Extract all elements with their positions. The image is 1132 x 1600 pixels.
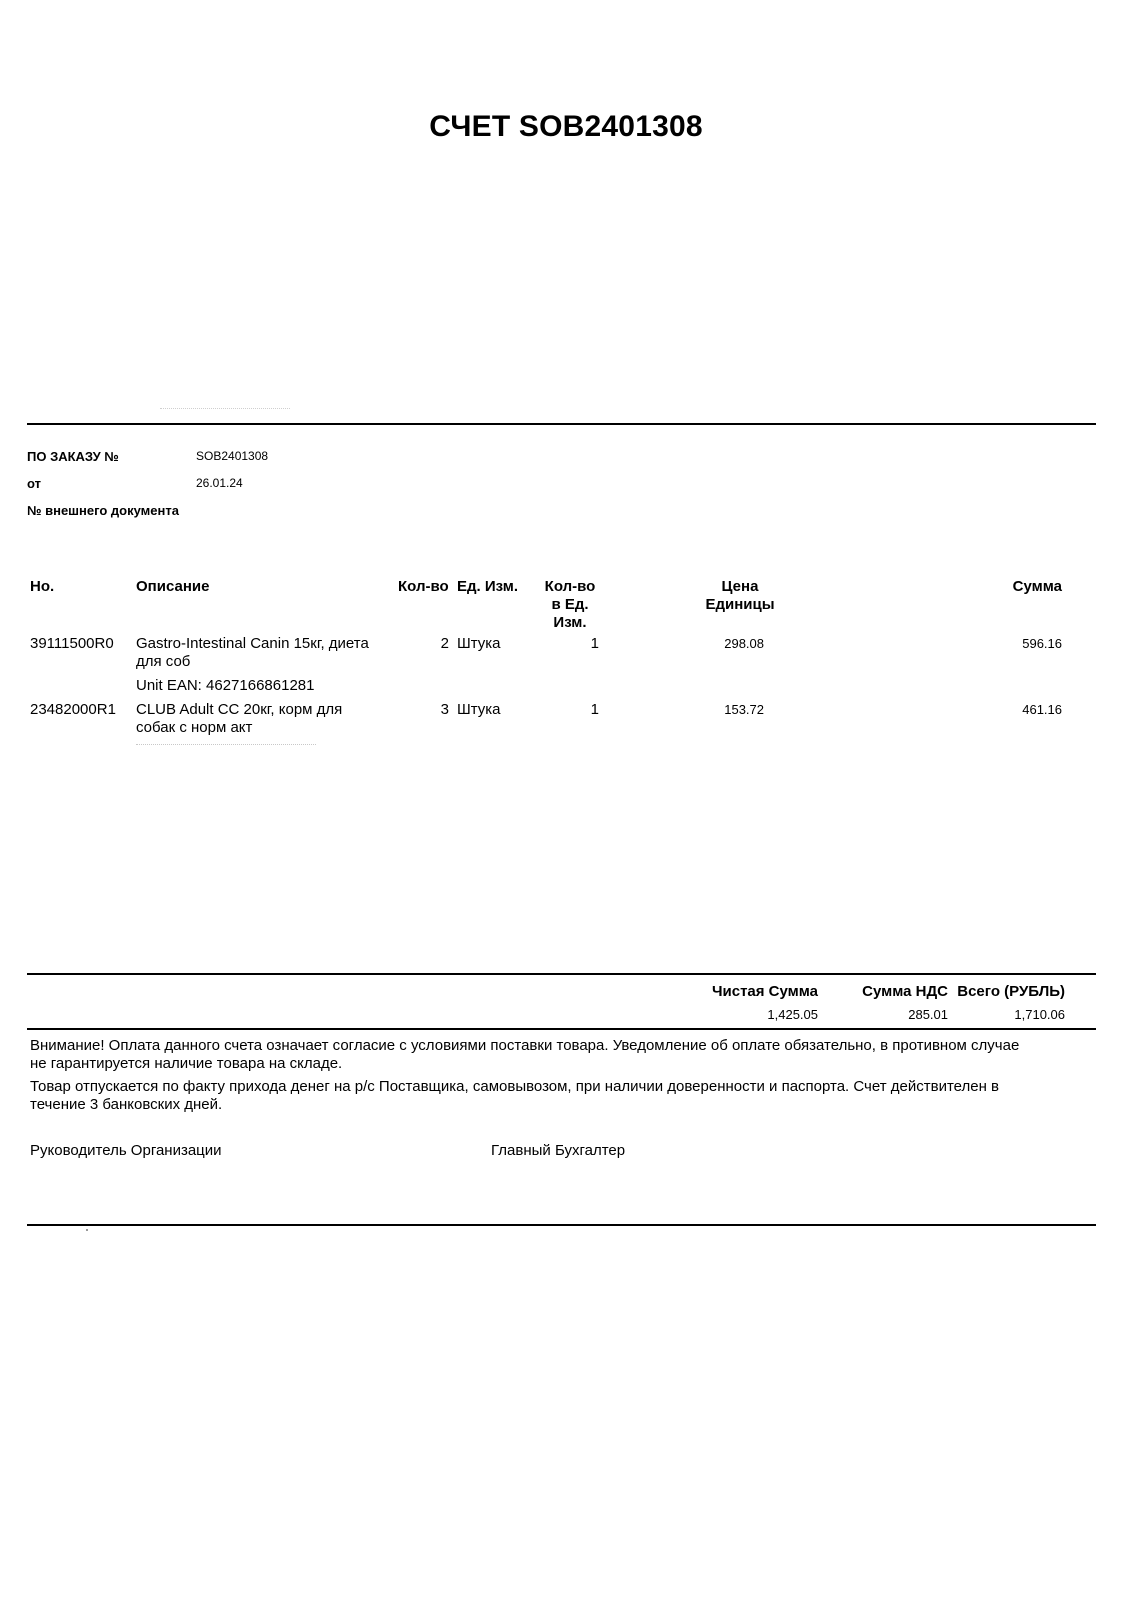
order-number-label: ПО ЗАКАЗУ № (27, 449, 119, 464)
signature-head: Руководитель Организации (30, 1142, 222, 1159)
row-uom: Штука (457, 635, 501, 652)
col-header-amount: Сумма (1012, 578, 1062, 595)
row-ean: Unit EAN: 4627166861281 (136, 677, 315, 694)
row-qty: 3 (440, 701, 449, 718)
divider-top (27, 423, 1096, 425)
net-total-label: Чистая Сумма (711, 983, 818, 1000)
row-description-line2: для соб (136, 653, 191, 670)
payment-notice (30, 1037, 1080, 1073)
row-item-no: 39111500R0 (30, 635, 114, 652)
row-qty-per-uom: 1 (590, 701, 599, 718)
row-amount: 596.16 (1022, 636, 1062, 651)
divider-totals (27, 973, 1096, 975)
row-description-line1: CLUB Adult CC 20кг, корм для (136, 701, 343, 718)
grand-total-value: 1,710.06 (1014, 1007, 1065, 1022)
row-qty-per-uom: 1 (590, 635, 599, 652)
col-header-qty-per-uom-line2: в Ед. (551, 596, 589, 613)
net-total-value: 1,425.05 (767, 1007, 818, 1022)
delivery-terms-line1: Товар отпускается по факту прихода денег на р/с Поставщика, самовывозом, при наличии доверенности и паспорта. Счет действителен в (30, 1078, 1000, 1095)
payment-notice-line2: не гарантируется наличие товара на складе. (30, 1055, 343, 1072)
row-description-line1: Gastro-Intestinal Canin 15кг, диета (136, 635, 369, 652)
col-header-qty: Кол-во (398, 578, 449, 595)
row-uom: Штука (457, 701, 501, 718)
row-qty: 2 (440, 635, 449, 652)
col-header-no: Но. (30, 578, 55, 595)
col-header-unit-price-line2: Единицы (705, 596, 775, 613)
grand-total-label: Всего (РУБЛЬ) (957, 983, 1065, 1000)
cut-off-ean-line (136, 744, 316, 747)
signature-accountant: Главный Бухгалтер (491, 1142, 626, 1159)
col-header-unit-price-line1: Цена (721, 578, 759, 595)
col-header-qty-per-uom-line3: Изм. (553, 614, 587, 631)
vat-total-label: Сумма НДС (862, 983, 948, 1000)
vat-total-value: 285.01 (908, 1007, 948, 1022)
page-title: СЧЕТ SOB2401308 (429, 110, 703, 143)
external-doc-label: № внешнего документа (27, 503, 179, 518)
delivery-terms (30, 1078, 1080, 1114)
row-unit-price: 153.72 (724, 702, 764, 717)
row-description (136, 635, 386, 671)
divider-bottom (27, 1224, 1096, 1226)
col-header-unit-price (680, 578, 800, 614)
faint-marks (160, 408, 290, 413)
row-item-no: 23482000R1 (30, 701, 116, 718)
col-header-qty-per-uom (530, 578, 610, 632)
col-header-qty-per-uom-line1: Кол-во (544, 578, 596, 595)
row-description (136, 701, 386, 737)
row-amount: 461.16 (1022, 702, 1062, 717)
divider-notes (27, 1028, 1096, 1030)
payment-notice-line1: Внимание! Оплата данного счета означает согласие с условиями поставки товара. Уведомление об оплате обязательно, в противном случае (30, 1037, 1020, 1054)
order-number-value: SOB2401308 (196, 449, 269, 463)
row-description-line2: собак с норм акт (136, 719, 253, 736)
order-date-label: от (27, 476, 41, 491)
col-header-uom: Ед. Изм. (457, 578, 518, 595)
row-unit-price: 298.08 (724, 636, 764, 651)
stray-mark (86, 1229, 88, 1231)
col-header-description: Описание (136, 578, 210, 595)
order-date-value: 26.01.24 (196, 476, 243, 490)
delivery-terms-line2: течение 3 банковских дней. (30, 1096, 223, 1113)
